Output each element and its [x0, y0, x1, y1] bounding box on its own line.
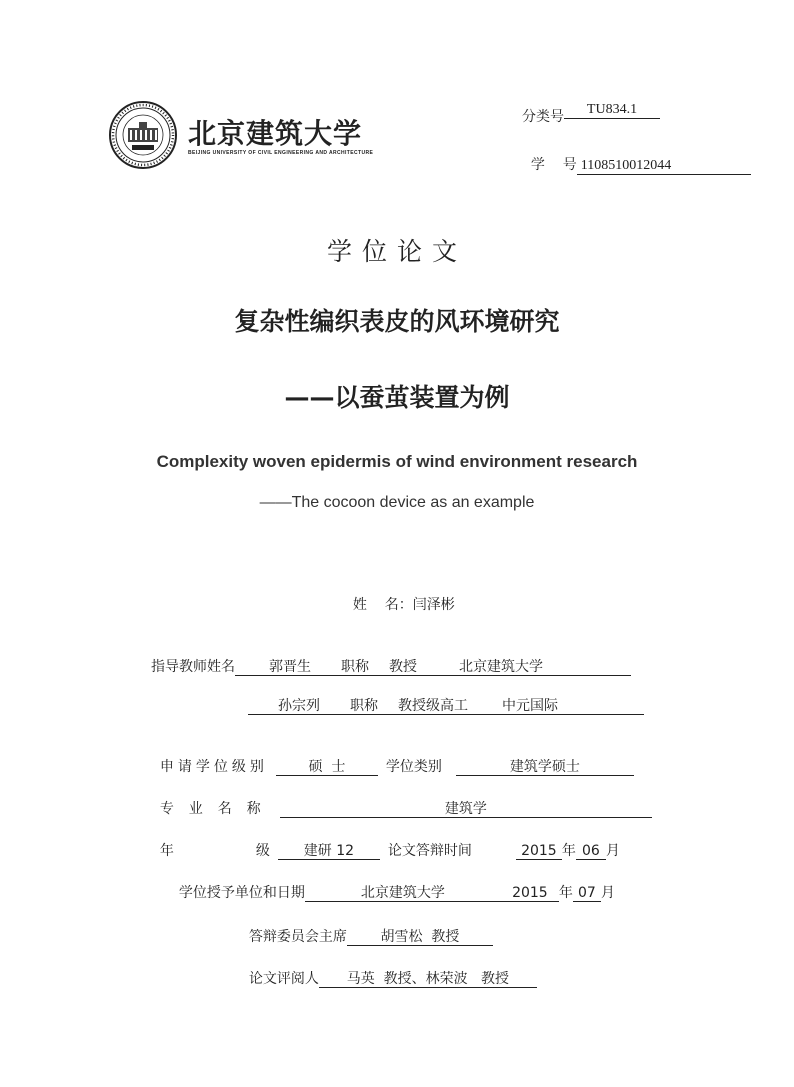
document-type-title: 学位论文	[326, 237, 467, 266]
defense-year-char: 年	[561, 843, 576, 859]
conferral-row	[170, 866, 615, 902]
degree-type-label: 学位类别	[385, 759, 442, 775]
university-name-cn: 北京建筑大学	[188, 117, 363, 150]
author-row	[344, 578, 455, 614]
advisor-2-name: 孙宗列	[278, 698, 320, 714]
grade-label-b: 级	[255, 843, 270, 859]
degree-level-value: 硕 士	[276, 759, 378, 776]
advisor-label: 指导教师姓名	[151, 659, 235, 675]
advisor-2-title: 教授级高工	[398, 698, 468, 714]
degree-row	[151, 740, 634, 776]
major-label: 专 业 名 称	[159, 801, 263, 817]
classification-label: 分类号	[522, 109, 564, 125]
degree-type-value: 建筑学硕士	[456, 759, 634, 776]
university-seal-logo	[108, 100, 178, 170]
reviewers-label: 论文评阅人	[248, 971, 319, 987]
conferral-month-char: 月	[600, 885, 615, 901]
thesis-subtitle-en: ——The cocoon device as an example	[259, 494, 535, 511]
committee-label: 答辩委员会主席	[248, 929, 347, 945]
reviewers-row	[240, 952, 537, 988]
advisor-row-1	[151, 656, 631, 676]
advisor-1-name: 郭晋生	[269, 659, 311, 675]
advisor-2-field	[248, 698, 644, 715]
student-id-row	[522, 138, 751, 175]
advisor-1-field	[235, 659, 631, 676]
committee-row	[240, 910, 493, 946]
author-name: 闫泽彬	[412, 597, 455, 613]
advisor-1-title: 教授	[389, 659, 417, 675]
major-value: 建筑学	[280, 801, 652, 818]
defense-time-label: 论文答辩时间	[387, 843, 472, 859]
author-label: 姓 名：	[352, 597, 413, 613]
advisor-2-org: 中元国际	[502, 698, 558, 714]
advisor-row-2	[248, 698, 644, 715]
committee-value: 胡雪松 教授	[347, 929, 493, 946]
advisor-2-title-label: 职称	[350, 698, 378, 714]
advisor-1-org: 北京建筑大学	[459, 659, 543, 675]
thesis-title-cn: 复杂性编织表皮的风环境研究	[234, 307, 560, 336]
conferral-label: 学位授予单位和日期	[178, 885, 305, 901]
grade-row	[151, 824, 620, 860]
defense-year: 2015	[516, 843, 562, 860]
major-row	[151, 782, 652, 818]
thesis-title-en: Complexity woven epidermis of wind environment research	[156, 452, 638, 471]
defense-month-char: 月	[605, 843, 620, 859]
conferral-year: 2015	[501, 885, 559, 902]
grade-label-a: 年	[159, 843, 174, 859]
classification-value: TU834.1	[564, 102, 660, 119]
university-name-en: BEIJING UNIVERSITY OF CIVIL ENGINEERING AND ARCHITECTURE	[188, 150, 374, 156]
conferral-org: 北京建筑大学	[305, 885, 501, 902]
classification-row	[522, 102, 660, 127]
student-id-value: 1108510012044	[577, 158, 751, 175]
conferral-year-char: 年	[558, 885, 573, 901]
conferral-month: 07	[573, 885, 601, 902]
advisor-1-title-label: 职称	[341, 659, 369, 675]
thesis-subtitle-cn: ——以蚕茧装置为例	[284, 383, 510, 412]
defense-month: 06	[576, 843, 606, 860]
degree-level-label: 申请学位级别	[159, 759, 268, 775]
reviewers-value: 马英 教授、林荣波 教授	[319, 971, 537, 988]
grade-value: 建研 12	[278, 843, 380, 860]
student-id-label: 学 号	[530, 157, 577, 173]
